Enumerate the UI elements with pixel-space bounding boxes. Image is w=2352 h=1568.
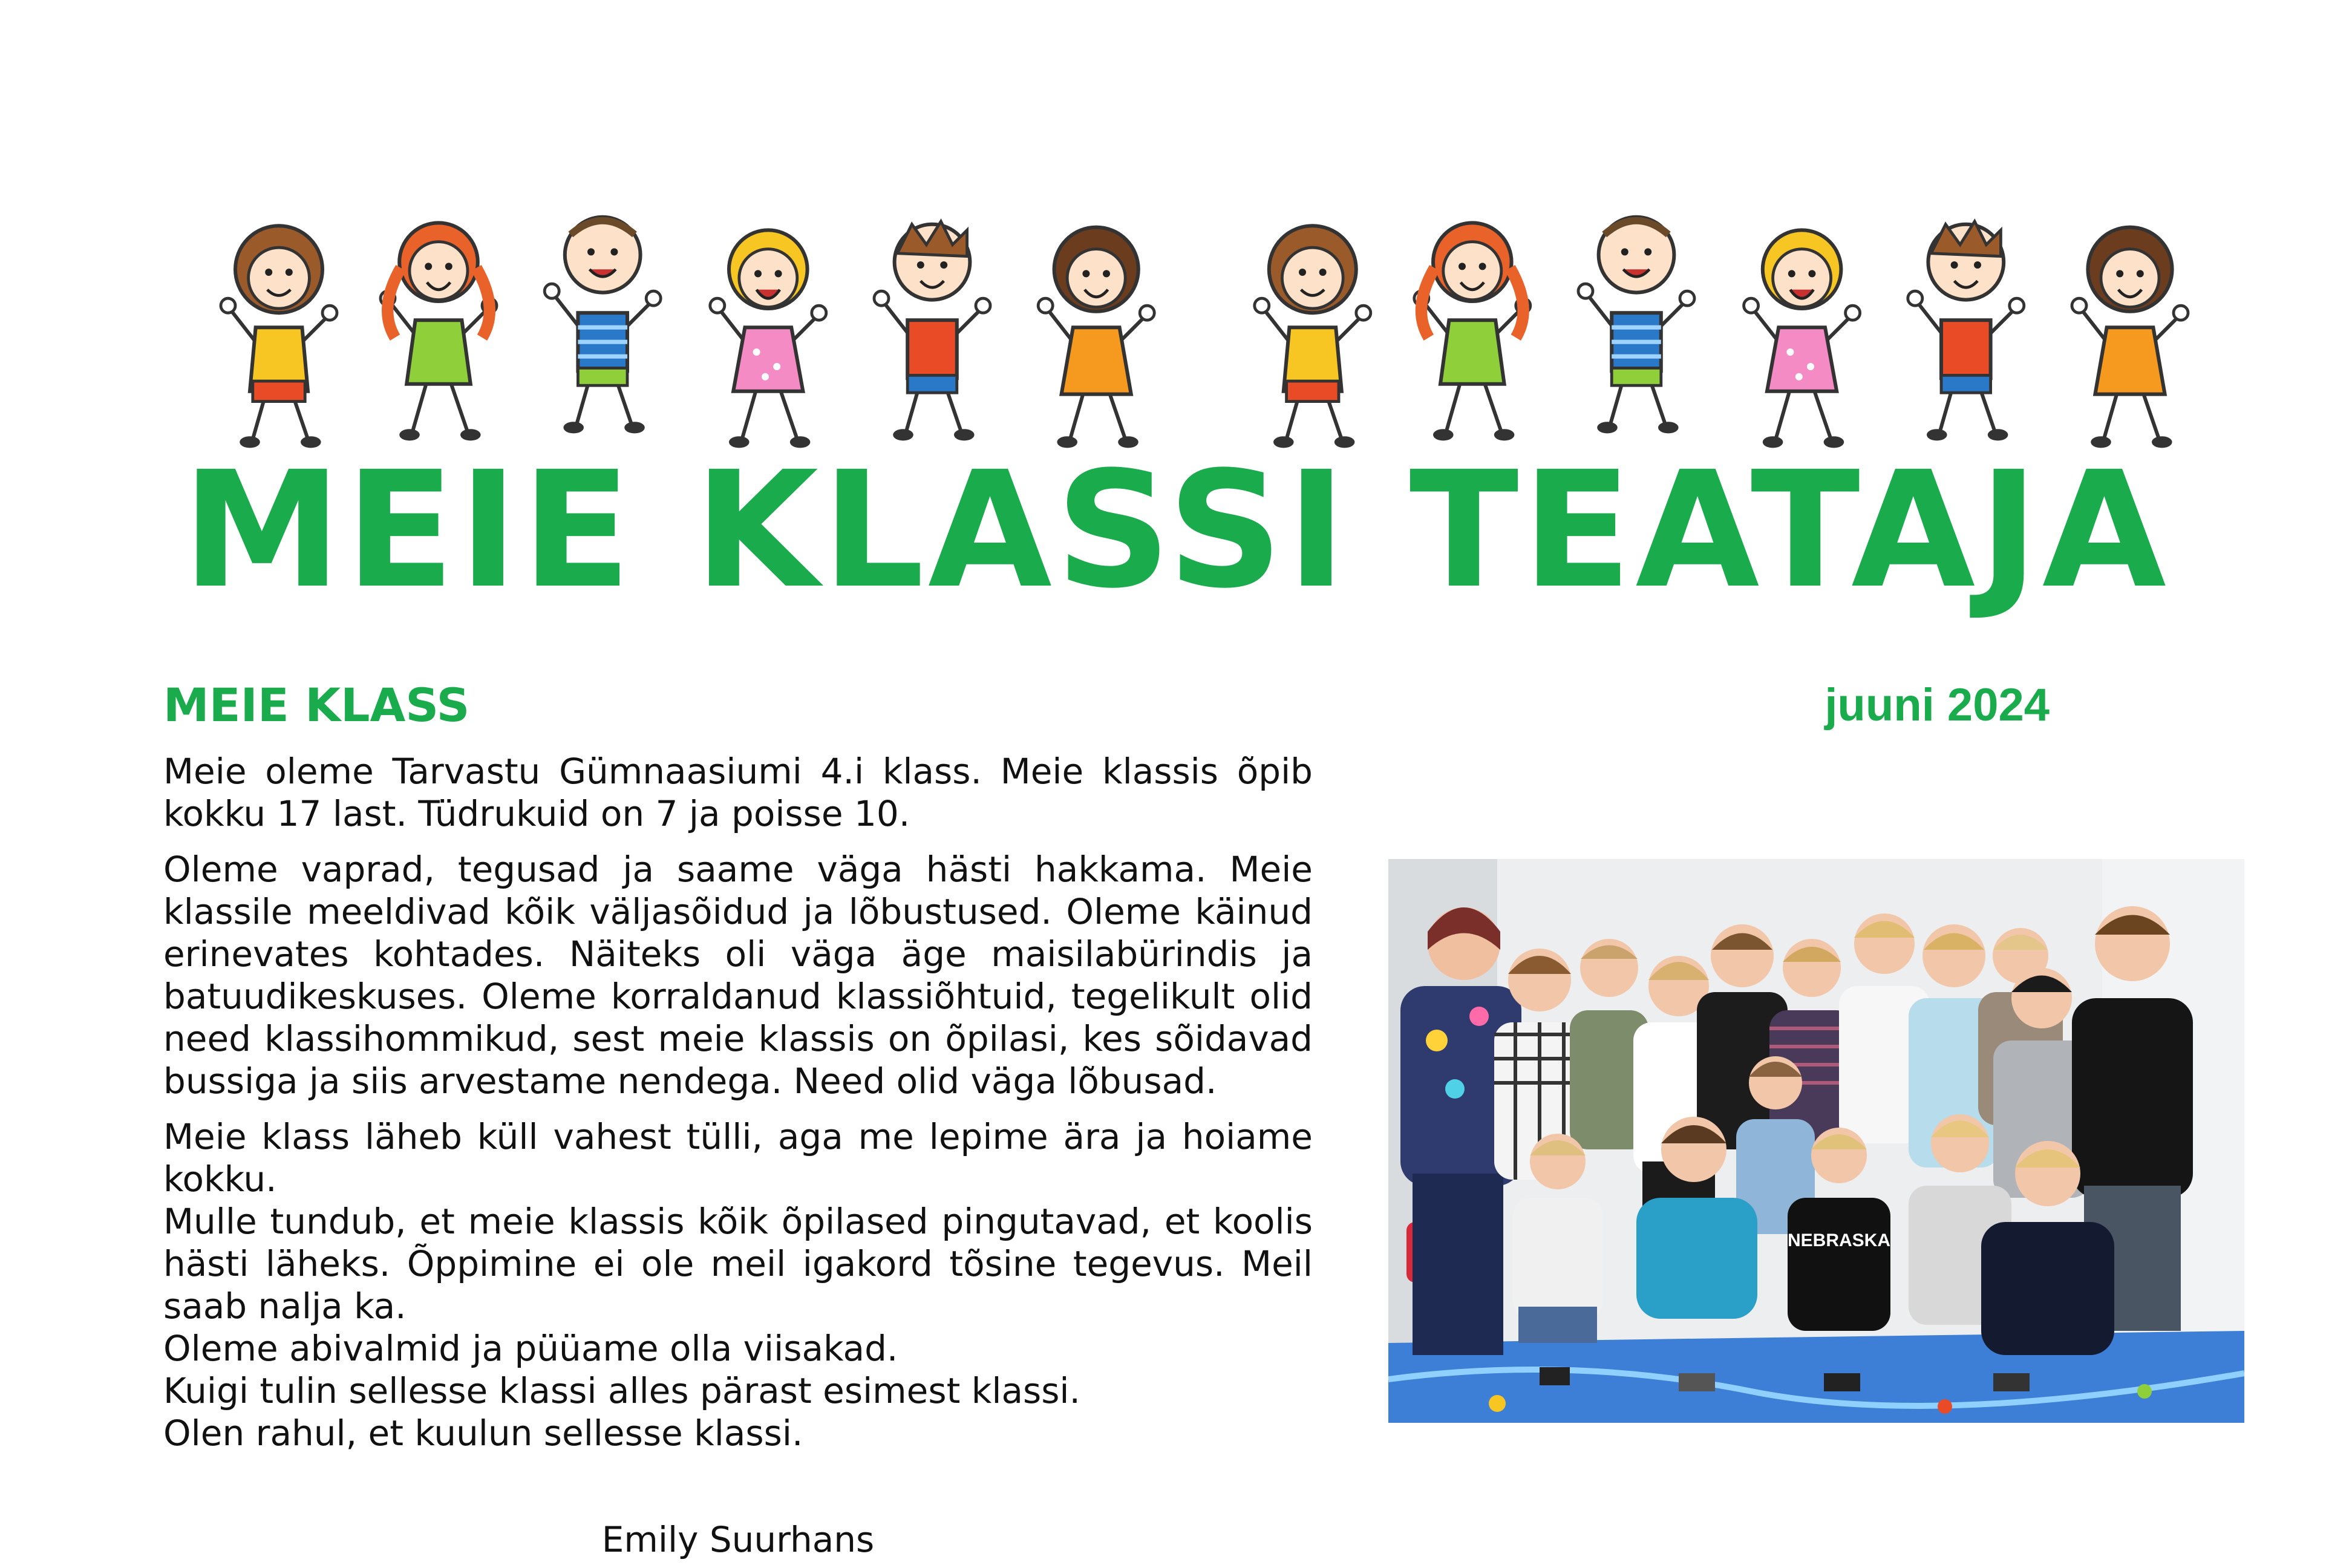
article-paragraph: Kuigi tulin sellesse klassi alles pärast esimest klassi. [163,1370,1080,1411]
kid-figure [544,217,661,434]
issue-date: juuni 2024 [1824,679,2050,731]
kid-figure [874,221,990,440]
kid-figure [2072,227,2188,448]
kid-figure [381,223,497,440]
article-paragraph: Oleme abivalmid ja püüame olla viisakad. [163,1328,898,1369]
section-heading: MEIE KLASS [163,678,470,732]
kid-figure [710,230,826,448]
kid-figure [1908,221,2024,440]
article-paragraph: Meie klass läheb küll vahest tülli, aga me lepime ära ja hoiame kokku. [163,1116,1313,1200]
article-paragraph: Mulle tundub, et meie klassis kõik õpilased pingutavad, et koolis hästi läheks. Õppimine ei ole meil igakord tõsine tegevus. Meil saab nalja ka. [163,1201,1313,1327]
kids-banner-illustration [151,163,2250,454]
kid-figure [221,226,337,448]
shirt-print-text: NEBRASKA [1787,1230,1891,1250]
article-body [163,750,1313,1454]
kid-figure [1255,226,1371,448]
newsletter-title: MEIE KLASSI TEATAJA [182,437,2170,624]
kid-figure [1744,230,1860,448]
article-paragraph: Olen rahul, et kuulun sellesse klassi. [163,1413,803,1454]
article-paragraph: Meie oleme Tarvastu Gümnaasiumi 4.i klass. Meie klassis õpib kokku 17 last. Tüdrukuid on 7 ja poisse 10. [163,751,1313,834]
article-paragraph: Oleme vaprad, tegusad ja saame väga hästi hakkama. Meie klassile meeldivad kõik väljasõidud ja lõbustused. Oleme käinud erinevates kohtades. Näiteks oli väga äge maisilabürindis ja batuudikeskuses. Oleme korraldanud klassiõhtuid, tegelikult olid need klassihommikud, sest meie klassis on õpilasi, kes sõidavad bussiga ja siis arvestame nendega. Need olid väga lõbusad. [163,849,1313,1102]
kids-banner-svg [151,163,2250,454]
class-photo-svg [1388,859,2244,1423]
article-author: Emily Suurhans [601,1519,875,1560]
kids-repeat-group [1255,217,2188,448]
kid-figure [1578,217,1694,434]
kid-figure [1038,227,1154,448]
kid-figure [1414,223,1530,440]
class-photo [1388,859,2244,1423]
